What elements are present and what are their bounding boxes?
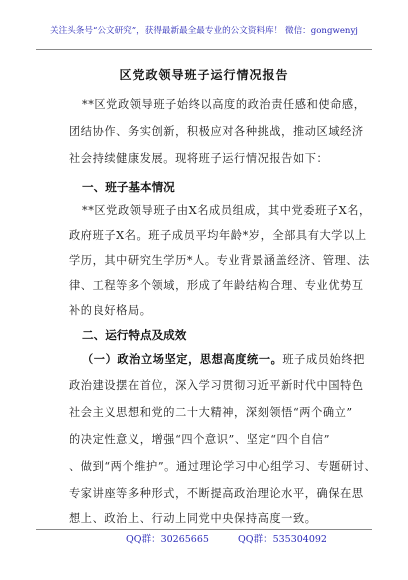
footer-qq-group-right: QQ群：535304092 xyxy=(238,534,327,545)
section-line: 政府班子X名。班子成员平均年龄*岁，全部具有大学以上 xyxy=(69,229,367,242)
subsection-line: 、做到“两个维护”。通过理论学习中心组学习、专题研讨、 xyxy=(69,460,377,473)
footer-divider xyxy=(36,529,372,530)
section-line: 学历，其中研究生学历*人。专业背景涵盖经济、管理、法 xyxy=(69,254,370,267)
subsection-line: 想上、政治上、行动上同党中央保持高度一致。 xyxy=(69,512,317,525)
footer-qq-group-left: QQ群：30265665 xyxy=(126,534,209,545)
section-heading: 二、运行特点及成效 xyxy=(82,328,187,342)
header-divider xyxy=(36,49,372,50)
subsection-first-line xyxy=(82,351,365,368)
intro-line: 社会持续健康发展。现将班子运行情况报告如下： xyxy=(69,152,329,165)
section-line: 律、工程等多个领域，形成了年龄结构合理、专业优势互 xyxy=(69,279,364,292)
subsection-line: 专家讲座等多种形式，不断提高政治理论水平，确保在思 xyxy=(69,487,364,500)
subsection-heading: （一）政治立场坚定，思想高度统一。 xyxy=(82,352,283,366)
section-heading: 一、班子基本情况 xyxy=(82,180,175,194)
subsection-line-rest: 班子成员始终把 xyxy=(282,353,365,366)
document-title: 区党政领导班子运行情况报告 xyxy=(119,68,289,82)
subsection-line: 社会主义思想和党的二十大精神，深刻领悟“两个确立” xyxy=(69,406,353,419)
subsection-line: 的决定性意义，增强“四个意识”、坚定“四个自信” xyxy=(69,433,331,446)
section-line: 补的良好格局。 xyxy=(69,304,152,317)
subsection-line: 政治建设摆在首位，深入学习贯彻习近平新时代中国特色 xyxy=(69,379,364,392)
intro-line: 团结协作、务实创新，积极应对各种挑战，推动区域经济 xyxy=(69,125,364,138)
header-promo-note: 关注头条号“公文研究”，获得最新最全最专业的公文资料库！ 微信：gongwenyj xyxy=(50,26,358,36)
intro-line: **区党政领导班子始终以高度的政治责任感和使命感， xyxy=(82,98,366,111)
section-line: **区党政领导班子由X名成员组成，其中党委班子X名， xyxy=(82,204,371,217)
